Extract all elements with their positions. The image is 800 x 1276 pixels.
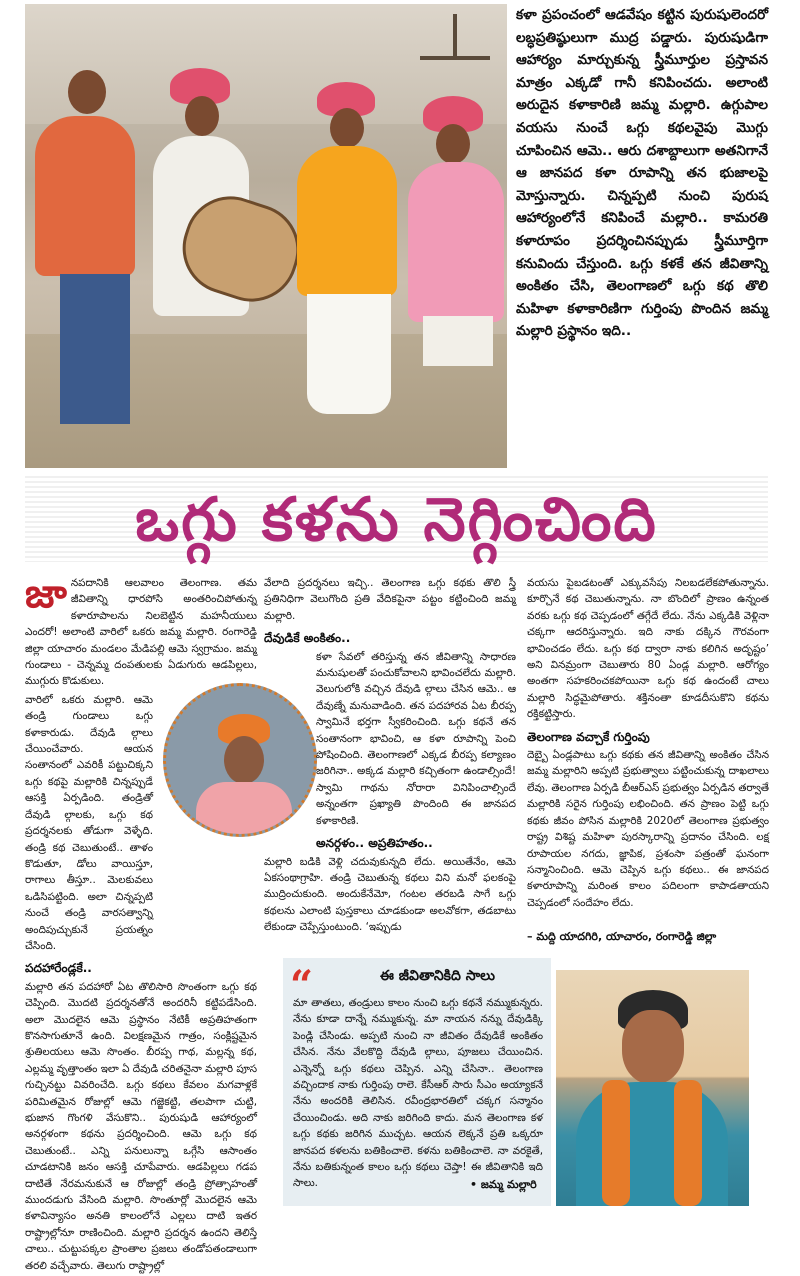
performer-3-head: [330, 108, 364, 148]
byline: – మద్ది యాదగిరి, యాచారం, రంగారెడ్డి జిల్లా: [527, 930, 717, 943]
portrait-face: [622, 1010, 684, 1084]
column-1-paragraph-2: వారిలో ఒకరు మల్లారి. ఆమె తండ్రి గుండాలు ఒగ్గు కళాకారుడు. దేవుడి ల్గాలు చేయించేవారు. ఆయన సంతానంలో ఎవరికీ పట్టుచిక్కని ఒగ్గు కథపై మల్లారికి చిన్నప్పుడే ఆసక్తి ఏర్పడింది. తండ్రితో దేవుడి ల్గాలకు, ఒగ్గు కథ ప్రదర్శనలకు తోడుగా వెళ్ళేది. తండ్రి కథ చెబుతుంటే.. తాళం కొడుతూ, డోలు వాయిస్తూ, రాగాలు తీస్తూ.. మెలకువలు ఒడిసిపట్టింది. అలా చిన్నప్పటి నుంచే తండ్రి వారసత్వాన్ని అందిపుచ్చుకునే ప్రయత్నం చేసింది.: [25, 693, 153, 952]
quote-body: మా తాతలు, తండ్రులు కాలం నుంచి ఒగ్గు కథనే నమ్ముకున్నరు. నేను కూడా దాన్నే నమ్ముకున్న. మా నాయన నన్ను దేవుడిక్కి పెండ్లి చేసిండు. అప్పటి నుంచి నా జీవితం దేవుడికే అంకితం చేసిన. నేను వేలకొద్ది దేవుడి ల్గాలు, పూజలు చేయించిన. ఎన్నెన్నో ఒగ్గు కథలు చెప్పిన. ఎన్ని చేసినా.. తెలంగాణ వచ్చిందాక నాకు గుర్తింపు రాలె. కేసీఆర్ సారు సీఎం అయ్యాకనే నేను అందరికి తెలిసిన. రవీంద్రభారతిలో చక్కగ సన్మానం చేయించిండు. అది నాకు జరిగింది కాదు. మన తెలంగాణ కళ ఒగ్గు కథకు జరిగిన ముచ్చట. ఆయన లెక్కనే ప్రతి ఒక్కరూ జానపద కళలను బతికించాలె. కళను బతికించాలె. నా వరకైతే, నేను బతికున్నంత కాలం ఒగ్గు కథలు చెప్తా! ఈ జీవితానికి ఇది సాలు.: [293, 997, 543, 1190]
subheading-padaharendlake: పదహారేండ్లకే..: [25, 961, 92, 976]
fan-rod: [453, 14, 457, 58]
performers-photo: [25, 4, 507, 468]
dropcap: జా: [25, 571, 67, 617]
mallari-portrait: [556, 970, 749, 1206]
column-3: [527, 575, 769, 913]
column-1: [25, 571, 257, 1276]
subheading-devudike-ankitam: దేవుడికే అంకితం..: [264, 631, 351, 646]
performer-1-head: [68, 70, 106, 114]
quote-mark-icon: “: [290, 962, 314, 1009]
column-2-paragraph-1: వేలాది ప్రదర్శనలు ఇచ్చి.. తెలంగాణ ఒగ్గు కథకు తొలి స్త్రీ ప్రతినిధిగా వెలుగొంది ప్రతి వేదికపైనా పట్టం కట్టించింది జమ్మ మల్లారి.: [264, 577, 516, 622]
column-3-paragraph-2: దెబ్బై ఏండ్లపాటు ఒగ్గు కథకు తన జీవితాన్ని అంకితం చేసిన జమ్మ మల్లారిని అప్పటి ప్రభుత్వాలు పట్టించుకున్న దాఖలాలు లేవు. తెలంగాణ ఏర్పడి బీఆర్‌ఎస్ ప్రభుత్వం ఏర్పడిన తర్వాతే మల్లారికి సరైన గుర్తింపు లభించింది. తన ప్రాణం పెట్టి ఒగ్గు కథకు జీవం పోసిన మల్లారికి 2020లో తెలంగాణ ప్రభుత్వం రాష్ట్ర విశిష్ట మహిళా పురస్కారాన్ని ప్రదానం చేసింది. లక్ష రూపాయల నగదు, జ్ఞాపిక, ప్రశంసా పత్రంతో ఘనంగా సన్మానించింది. ఆమె చెప్పిన ఒగ్గు కథలు.. ఈ జానపద కళారూపాన్ని మరింత కాలం పదిలంగా కాపాడతాయని చెప్పడంలో సందేహం లేదు.: [527, 749, 769, 909]
quote-title: ఈ జీవితానికిది సాలు: [380, 968, 495, 984]
column-2-paragraph-3: మల్లారి బడికి వెళ్లి చదువుకున్నది లేదు. అయితేనేం, ఆమె ఏకసంథాగ్రాహి. తండ్రి చెబుతున్న కథలు విని మనో ఫలకంపై ముద్రించుకుంది. అందుకేనేమో, గంటల తరబడి సాగే ఒగ్గు కథలను ఎలాంటి పుస్తకాలు చూడకుండా అలవోకగా, తడబాటు లేకుండా చెప్పేస్తుంటుంది. ‘ఇప్పుడు: [264, 855, 516, 934]
subheading-telangana-vachake: తెలంగాణ వచ్చాకే గుర్తింపు: [527, 729, 650, 744]
column-1-text-1: నపదానికి ఆలవాలం తెలంగాణ. తమ జీవితాన్ని ధారపోసి అంతరించిపోతున్న కళారూపాలను నిలబెట్టిన మహనీయులు ఎందరో! అలాంటి వారిలో ఒకరు జమ్మ మల్లారి. రంగారెడ్డి జిల్లా యాచారం మండలం మేడిపల్లి ఆమె స్వగ్రామం. జమ్మ గుండాలు - చెన్నమ్మ దంపతులకు ఏడుగురు ఆడపిల్లలు, ముగ్గురు కొడుకులు.: [25, 577, 257, 688]
face: [224, 736, 264, 784]
column-1-paragraph-3: మల్లారి తన పదహారో ఏట తొలిసారి సొంతంగా ఒగ్గు కథ చెప్పింది. మొదటి ప్రదర్శనతోనే అందరినీ కట్టిపడేసింది. అలా మొదలైన ఆమె ప్రస్థానం నేటికీ అప్రతిహతంగా కొనసాగుతూనే ఉంది. విలక్షణమైన గాత్రం, సంక్లిష్టమైన శ్రుతిలయలు ఆమె సొంతం. బీరప్ప గాథ, మల్లన్న కథ, ఎల్లమ్మ వృత్తాంతం ఇలా ఏ దేవుడి చరితనైనా మల్లారి పూస గుచ్చినట్టు వివరించేది. ఒగ్గు కథలు కేవలం మగవాళ్లకే పరిమితమైన రోజుల్లో ఆమె గజ్జెకట్టి, తలపాగా చుట్టి, భుజాన గొంగళి వేసుకొని.. పురుషుడి ఆహార్యంలో అనర్గళంగా కథను ప్రదర్శించింది. ఆమె ఒగ్గు కథ చెబుతుంటే.. ఎన్ని పనులున్నా ఒగ్గేసి ఆసాంతం చూడటానికి జనం ఆసక్తి చూపేవారు. ఆడపిల్లలు గడప దాటితే నేరమనుకునే ఆ రోజుల్లో తండ్రి ప్రోత్సాహంతో ముందడుగు వేసింది మల్లారి. సొంతూర్లో మొదలైన ఆమె కళావిన్యాసం అనతి కాలంలోనే ఎల్లలు దాటి ఇతర రాష్ట్రాల్లోనూ రాణించింది. మల్లారి ప్రదర్శన ఉందని తెలిస్తే చాలు.. చుట్టుపక్కల ప్రాంతాల ప్రజలు తండోపతండాలుగా తరలి వచ్చేవారు. తెలుగు రాష్ట్రాల్లో: [25, 980, 257, 1272]
performer-4-head: [436, 124, 470, 164]
performer-1-shirt: [35, 116, 135, 276]
intro-text: [516, 4, 768, 343]
performer-1-jeans: [60, 274, 130, 424]
performer-3-kurta: [297, 146, 397, 296]
performer-2-head: [185, 96, 219, 136]
intro-paragraph: కళా ప్రపంచంలో ఆడవేషం కట్టిన పురుషులెందరో లబ్ధప్రతిష్ఠులుగా ముద్ర పడ్డారు. పురుషుడిగా ఆహార్యం మార్చుకున్న స్త్రీమూర్తుల ప్రస్తావన మాత్రం ఎక్కడో గానీ కనిపించదు. అలాంటి అరుదైన కళాకారిణి జమ్మ మల్లారి. ఉగ్గుపాల వయసు నుంచే ఒగ్గు కథలవైపు మొగ్గు చూపించిన ఆమె.. ఆరు దశాబ్దాలుగా అతనిగానే ఆ జానపద కళా రూపాన్ని తన భుజాలపై మోస్తున్నారు. చిన్నప్పటి నుంచి పురుష ఆహార్యంలోనే కనిపించే మల్లారి.. కామరతి కళారూపం ప్రదర్శించినప్పుడు స్త్రీమూర్తిగా కనువిందు చేస్తుంది. ఒగ్గు కళకే తన జీవితాన్ని అంకితం చేసి, తెలంగాణలో ఒగ్గు కథ తొలి మహిళా కళాకారిణిగా గుర్తింపు పొందిన జమ్మ మల్లారి ప్రస్థానం ఇది..: [516, 7, 768, 340]
column-2-paragraph-2: కళా సేవలో తరిస్తున్న తన జీవితాన్ని సాధారణ మనుషులతో పంచుకోవాలని భావించలేదు మల్లారి. వెలుగులోకి వచ్చిన దేవుడి ల్గాలు చేసిన ఆమె.. ఆ దేవుణ్నే మనువాడింది. తన పదహారవ ఏట బీరప్ప స్వామినే భర్తగా స్వీకరించింది. ఒగ్గు కథనే తన సంతానంగా భావించి, ఆ కళా రూపాన్ని పెంచి పోషించింది. తెలంగాణలో ఎక్కడ బీరప్ప కల్యాణం జరిగినా.. అక్కడ మల్లారి కచ్చితంగా ఉండాల్సిందే! స్వామి గాథను నోరారా వినిపించాల్సిందే అన్నంతగా ప్రఖ్యాతి పొందింది ఈ జానపద కళాకారిణి.: [316, 650, 516, 827]
performer-3-dhoti: [307, 294, 391, 414]
performer-4-shirt: [408, 162, 504, 322]
headline: ఒగ్గు కళను నెగ్గించింది: [135, 485, 658, 555]
blue-saree: [576, 1082, 728, 1206]
garland-right: [674, 1080, 702, 1206]
column-1-paragraph-1: [25, 571, 257, 690]
quote-signature: • జమ్మ మల్లారి: [470, 1178, 537, 1191]
column-3-paragraph-1: వయసు పైబడటంతో ఎక్కువసేపు నిలబడలేకపోతున్నాను. కూర్చొనే కథ చెబుతున్నాను. నా బొందిలో ప్రాణం ఉన్నంత వరకు ఒగ్గు కథ చెప్పడంలో తగ్గేదే లేదు. నేను ఎక్కడికి వెళ్లినా చక్కగా ఆదరిస్తున్నారు. ఇది నాకు దక్కిన గౌరవంగా భావించడం లేదు. ఒగ్గు కథ ద్వారా నాకు కలిగిన అదృష్టం’ అని వినమ్రంగా చెబుతారు 80 ఏండ్ల మల్లారి. ఆరోగ్యం అంతగా సహకరించకపోయినా ఒగ్గు కథ ఉందంటే చాలు మల్లారి సిద్ధమైపోతారు. శక్తినంతా కూడదీసుకొని కథను రక్తికట్టిస్తారు.: [527, 577, 769, 721]
garland-left: [602, 1080, 630, 1206]
column-2: [264, 575, 516, 938]
performer-4-shorts: [423, 316, 493, 366]
subheading-anargalam: అనర్గళం.. అప్రతిహతం..: [316, 836, 433, 851]
